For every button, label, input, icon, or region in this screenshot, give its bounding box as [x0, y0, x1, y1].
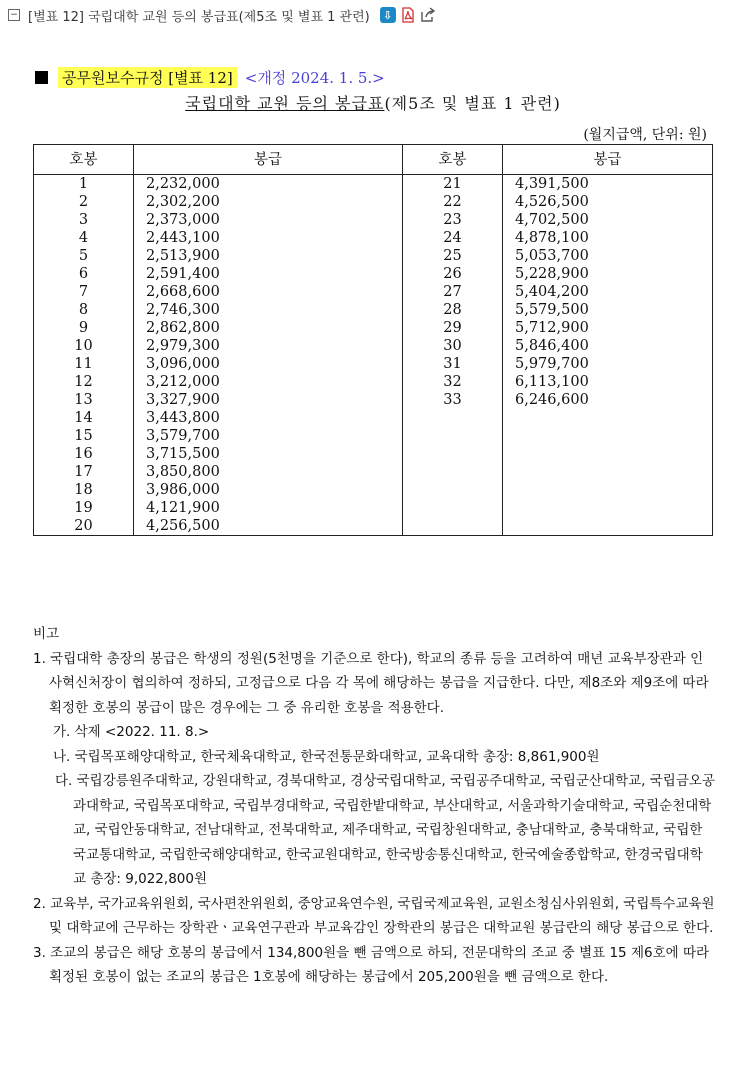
pdf-icon[interactable] — [400, 7, 416, 23]
salary-cell — [503, 409, 713, 427]
step-cell: 11 — [34, 355, 134, 373]
table-row — [34, 247, 713, 265]
table-row — [34, 391, 713, 409]
salary-cell: 2,373,000 — [134, 211, 403, 229]
salary-cell: 2,591,400 — [134, 265, 403, 283]
step-cell — [403, 445, 503, 463]
step-cell: 13 — [34, 391, 134, 409]
table-row — [34, 517, 713, 536]
collapse-toggle[interactable]: − — [8, 9, 20, 21]
unit-note: (월지급액, 단위: 원) — [583, 127, 707, 143]
step-cell: 16 — [34, 445, 134, 463]
salary-cell: 6,113,100 — [503, 373, 713, 391]
salary-cell: 5,404,200 — [503, 283, 713, 301]
remarks — [33, 622, 715, 990]
step-cell: 27 — [403, 283, 503, 301]
salary-cell: 5,053,700 — [503, 247, 713, 265]
step-cell — [403, 499, 503, 517]
table-row — [34, 463, 713, 481]
step-cell: 7 — [34, 283, 134, 301]
step-cell: 25 — [403, 247, 503, 265]
remark-item: 1. 국립대학 총장의 봉급은 학생의 정원(5천명을 기준으로 한다), 학교의 종류 등을 고려하여 매년 교육부장관과 인사혁신처장이 협의하여 정하되, 고정급으로 다음 각 목에 해당하는 봉급을 지급한다. 다만, 제8조와 제9조에 따라 획정한 호봉의 봉급이 많은 경우에는 그 중 유리한 호봉을 적용한다. — [33, 650, 709, 716]
salary-cell: 4,878,100 — [503, 229, 713, 247]
step-cell: 8 — [34, 301, 134, 319]
salary-cell: 5,979,700 — [503, 355, 713, 373]
download-icon[interactable]: ⇩ — [380, 7, 396, 23]
salary-cell: 2,302,200 — [134, 193, 403, 211]
square-bullet-icon — [35, 71, 48, 84]
regulation-line — [33, 66, 713, 88]
step-cell: 10 — [34, 337, 134, 355]
step-cell: 15 — [34, 427, 134, 445]
table-row — [34, 229, 713, 247]
salary-cell: 4,391,500 — [503, 175, 713, 194]
remarks-heading: 비고 — [33, 626, 60, 642]
table-row — [34, 355, 713, 373]
salary-cell: 2,668,600 — [134, 283, 403, 301]
step-cell: 14 — [34, 409, 134, 427]
step-cell: 9 — [34, 319, 134, 337]
table-row — [34, 409, 713, 427]
table-row — [34, 337, 713, 355]
step-cell: 22 — [403, 193, 503, 211]
table-row — [34, 265, 713, 283]
step-cell: 24 — [403, 229, 503, 247]
salary-cell: 3,986,000 — [134, 481, 403, 499]
salary-cell: 5,228,900 — [503, 265, 713, 283]
step-cell: 23 — [403, 211, 503, 229]
share-icon[interactable] — [420, 7, 436, 23]
salary-cell: 2,513,900 — [134, 247, 403, 265]
table-row — [34, 427, 713, 445]
salary-cell: 3,327,900 — [134, 391, 403, 409]
salary-cell — [503, 445, 713, 463]
salary-cell — [503, 499, 713, 517]
salary-cell: 3,096,000 — [134, 355, 403, 373]
salary-cell: 3,212,000 — [134, 373, 403, 391]
step-cell: 4 — [34, 229, 134, 247]
step-cell: 3 — [34, 211, 134, 229]
table-row — [34, 445, 713, 463]
salary-cell: 4,121,900 — [134, 499, 403, 517]
step-cell: 1 — [34, 175, 134, 194]
remark-subitem: 가. 삭제 <2022. 11. 8.> — [53, 724, 210, 740]
table-title-suffix: (제5조 및 별표 1 관련) — [384, 94, 561, 113]
salary-cell — [503, 427, 713, 445]
step-cell — [403, 463, 503, 481]
step-cell: 28 — [403, 301, 503, 319]
salary-cell: 5,712,900 — [503, 319, 713, 337]
salary-cell: 4,526,500 — [503, 193, 713, 211]
document-title: [별표 12] 국립대학 교원 등의 봉급표(제5조 및 별표 1 관련) — [28, 9, 370, 25]
table-title — [33, 91, 713, 114]
table-row — [34, 373, 713, 391]
salary-cell: 2,862,800 — [134, 319, 403, 337]
table-row — [34, 211, 713, 229]
column-header: 호봉 — [34, 145, 134, 175]
table-title-main: 국립대학 교원 등의 봉급표 — [185, 94, 385, 113]
salary-cell — [503, 481, 713, 499]
step-cell: 31 — [403, 355, 503, 373]
step-cell: 5 — [34, 247, 134, 265]
step-cell: 26 — [403, 265, 503, 283]
column-header: 봉급 — [134, 145, 403, 175]
remark-subitem: 다. 국립강릉원주대학교, 강원대학교, 경북대학교, 경상국립대학교, 국립공주대학교, 국립군산대학교, 국립금오공과대학교, 국립목포대학교, 국립부경대학교, 국립한밭대학교, 부산대학교, 서울과학기술대학교, 국립순천대학교, 국립안동대학교, 전남대학교, 전북대학교, 제주대학교, 국립창원대학교, 충남대학교, 충북대학교, 국립한국교통대학교, 국립한국해양대학교, 한국교원대학교, 한국방송통신대학교, 한국예술종합학교, 한경국립대학교 총장: 9,022,800원 — [55, 773, 715, 887]
table-header-row — [34, 145, 713, 175]
step-cell: 30 — [403, 337, 503, 355]
salary-cell: 2,232,000 — [134, 175, 403, 194]
step-cell — [403, 517, 503, 536]
salary-cell: 4,256,500 — [134, 517, 403, 536]
salary-cell: 4,702,500 — [503, 211, 713, 229]
table-row — [34, 481, 713, 499]
table-row — [34, 283, 713, 301]
salary-cell: 6,246,600 — [503, 391, 713, 409]
table-row — [34, 319, 713, 337]
table-row — [34, 499, 713, 517]
remark-item: 2. 교육부, 국가교육위원회, 국사편찬위원회, 중앙교육연수원, 국립국제교육원, 교원소청심사위원회, 국립특수교육원 및 대학교에 근무하는 장학관ㆍ교육연구관과 부교육감인 장학관의 봉급은 대학교원 봉급란의 해당 봉급으로 한다. — [33, 895, 715, 936]
step-cell: 33 — [403, 391, 503, 409]
revision-date[interactable]: <개정 2024. 1. 5.> — [244, 68, 385, 87]
step-cell: 2 — [34, 193, 134, 211]
document-toolbar — [8, 5, 436, 25]
remark-subitem: 나. 국립목포해양대학교, 한국체육대학교, 한국전통문화대학교, 교육대학 총장: 8,861,900원 — [53, 748, 600, 765]
step-cell: 19 — [34, 499, 134, 517]
column-header: 봉급 — [503, 145, 713, 175]
step-cell: 29 — [403, 319, 503, 337]
salary-cell: 2,979,300 — [134, 337, 403, 355]
step-cell — [403, 409, 503, 427]
step-cell: 12 — [34, 373, 134, 391]
salary-table — [33, 144, 713, 536]
salary-cell: 3,579,700 — [134, 427, 403, 445]
table-row — [34, 175, 713, 194]
step-cell: 20 — [34, 517, 134, 536]
salary-cell — [503, 463, 713, 481]
table-heading — [33, 66, 713, 144]
salary-cell: 3,850,800 — [134, 463, 403, 481]
column-header: 호봉 — [403, 145, 503, 175]
remark-item: 3. 조교의 봉급은 해당 호봉의 봉급에서 134,800원을 뺀 금액으로 하되, 전문대학의 조교 중 별표 15 제6호에 따라 획정된 호봉이 없는 조교의 봉급은 1호봉에 해당하는 봉급에서 205,200원을 뺀 금액으로 한다. — [33, 944, 710, 985]
step-cell: 21 — [403, 175, 503, 194]
table-row — [34, 301, 713, 319]
salary-cell: 3,443,800 — [134, 409, 403, 427]
step-cell: 17 — [34, 463, 134, 481]
step-cell: 18 — [34, 481, 134, 499]
salary-cell: 5,846,400 — [503, 337, 713, 355]
table-row — [34, 193, 713, 211]
step-cell — [403, 427, 503, 445]
salary-cell — [503, 517, 713, 536]
salary-cell: 2,443,100 — [134, 229, 403, 247]
salary-cell: 5,579,500 — [503, 301, 713, 319]
step-cell — [403, 481, 503, 499]
salary-cell: 2,746,300 — [134, 301, 403, 319]
regulation-reference: 공무원보수규정 [별표 12] — [58, 67, 237, 88]
salary-cell: 3,715,500 — [134, 445, 403, 463]
step-cell: 32 — [403, 373, 503, 391]
step-cell: 6 — [34, 265, 134, 283]
